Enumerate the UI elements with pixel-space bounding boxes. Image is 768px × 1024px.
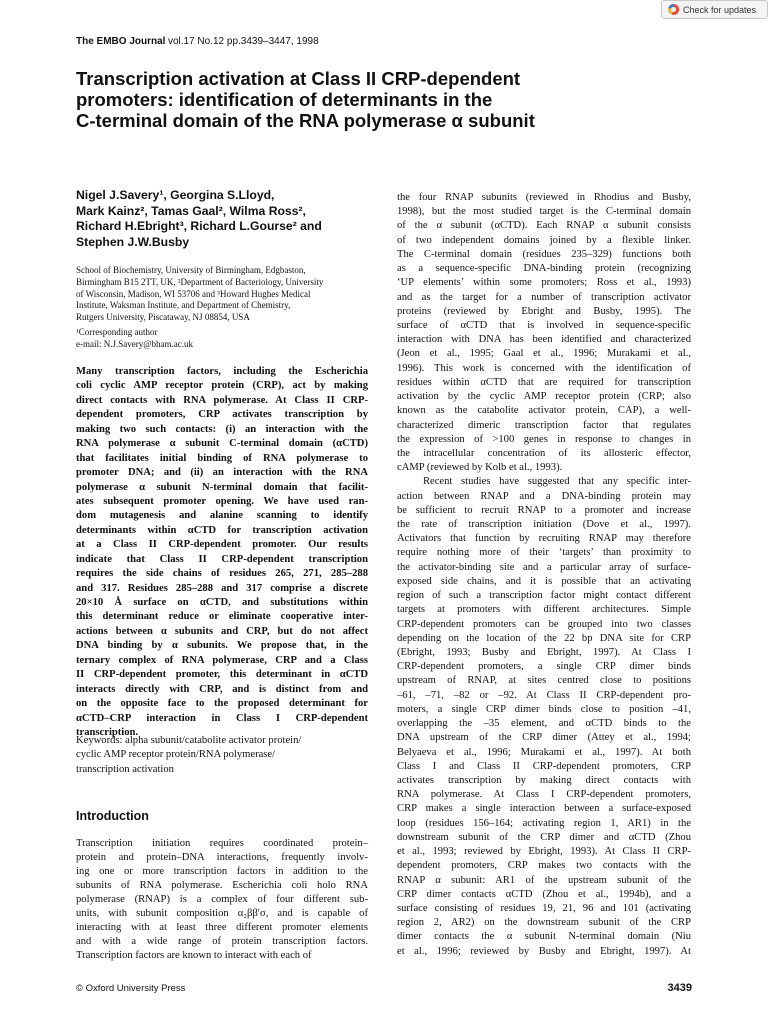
abstract-line: promoter DNA; and (ii) an interaction with the RNA <box>76 467 368 479</box>
body-line: action between RNAP and a DNA-binding protein may <box>397 490 691 502</box>
intro-line: Transcription factors are known to interact with each of <box>76 950 312 962</box>
abstract-line: Many transcription factors, including the Escherichia <box>76 366 368 377</box>
author-line: Mark Kainz², Tamas Gaal², Wilma Ross², <box>76 203 306 218</box>
body-line: activates transcription by making direct contacts with <box>397 774 691 786</box>
body-line: characterized dimeric transcription factor that regulates <box>397 419 691 431</box>
body-line: (Ebright, 1993; Busby and Ebright, 1997). At Class I <box>397 647 691 658</box>
body-line: require nothing more of their ‘targets’ than proximity to <box>397 547 691 559</box>
body-line: et al., 1996; reviewed by Busby and Ebright, 1997). At <box>397 945 691 957</box>
affiliations <box>76 265 376 324</box>
body-line: (Jeon et al., 1995; Gaal et al., 1996; Murakami et al., <box>397 348 691 360</box>
body-line: depending on the location of the 22 bp DNA site for CRP <box>397 632 691 644</box>
intro-line: and with a wide range of protein transcription factors. <box>76 936 368 948</box>
section-heading-introduction: Introduction <box>76 809 149 823</box>
abstract-line: on the opposite face to the proposed determinant for <box>76 698 368 710</box>
body-line: known as the catabolite activator protein, CAP), a well- <box>397 405 691 417</box>
body-line: of the α subunit (αCTD). Each RNAP α subunit consists <box>397 220 691 232</box>
body-line: the intracellular concentration of its allosteric effector, <box>397 447 691 459</box>
body-line: et al., 1993; reviewed by Ebright, 1993). At Class II CRP- <box>397 846 691 858</box>
body-line: CRP-dependent promoters can be grouped into two classes <box>397 618 691 630</box>
body-line: overlapping the –35 element, and αCTD binds to the <box>397 718 691 730</box>
body-line: upstream of RNAP, at sites centred close to positions <box>397 675 691 687</box>
body-line: CRP-dependent promoters, a single CRP dimer binds <box>397 661 691 673</box>
keyword-line: cyclic AMP receptor protein/RNA polymerase/ <box>76 749 276 761</box>
title-line: promoters: identification of determinants in the <box>76 89 493 110</box>
intro-line: interacting with at least three different promoter elements <box>76 922 368 934</box>
body-line: The C-terminal domain (residues 235–329) functions both <box>397 248 691 260</box>
abstract-line: 20×10 Å surface on αCTD, and substitutions within <box>76 597 368 608</box>
check-for-updates-button[interactable] <box>661 0 768 19</box>
abstract-line: ates subsequent promoter opening. We have used ran- <box>76 495 368 507</box>
body-line: surface of αCTD that is involved in sequence-specific <box>397 319 691 331</box>
body-line: the activator-binding site and a particular array of surface- <box>397 561 691 573</box>
corresponding-author <box>76 327 376 351</box>
affiliation-line: Institute, Waksman Institute, and Department of Chemistry, <box>76 300 291 311</box>
body-line: and as the target for a number of transcription activator <box>397 291 691 303</box>
author-line: Nigel J.Savery¹, Georgina S.Lloyd, <box>76 188 275 202</box>
abstract-line: requires the side chains of residues 265, 271, 285–288 <box>76 568 368 580</box>
abstract-line: at a Class II CRP-dependent promoter. Our results <box>76 539 368 551</box>
journal-citation <box>76 36 319 47</box>
body-line: downstream subunit of the CRP dimer and αCTD (Zhou <box>397 831 691 843</box>
title-line: C-terminal domain of the RNA polymerase α subunit <box>76 110 535 131</box>
body-line: the expression of >100 genes in response to changes in <box>397 433 691 445</box>
body-line: region of such a transcription factor might contact different <box>397 590 691 602</box>
abstract-line: transcription. <box>76 726 139 738</box>
abstract-line: interacts directly with CRP, and is distinct from and <box>76 683 368 695</box>
journal-volume: vol.17 No.12 pp.3439–3447, 1998 <box>167 36 319 47</box>
body-line: residues within αCTD that are required for transcription <box>397 376 691 388</box>
abstract-line: and 317. Residues 285–288 and 317 comprise a discrete <box>76 582 368 594</box>
publisher-footer: © Oxford University Press <box>76 983 186 994</box>
intro-line: Transcription initiation requires coordinated protein– <box>76 838 368 849</box>
abstract-line: ternary complex of RNA polymerase, CRP and a Class <box>76 654 368 666</box>
keyword-line: Keywords: alpha subunit/catabolite activator protein/ <box>76 735 302 746</box>
keyword-line: transcription activation <box>76 763 174 775</box>
title-line: Transcription activation at Class II CRP-dependent <box>76 68 521 89</box>
abstract-line: αCTD–CRP interaction in Class I CRP-dependent <box>76 712 368 724</box>
abstract-line: making two such contacts: (i) an interaction with the <box>76 423 368 435</box>
body-line: RNAP α subunit: AR1 of the upstream subunit of the <box>397 874 691 886</box>
body-line: the four RNAP subunits (reviewed in Rhodius and Busby, <box>397 192 691 203</box>
page-number: 3439 <box>667 982 692 994</box>
body-line: CRP makes a single interaction between a surface-exposed <box>397 803 691 815</box>
affiliation-line: Rutgers University, Piscataway, NJ 08854, USA <box>76 312 250 323</box>
body-line: –61, –71, –82 or –92. At Class II CRP-dependent pro- <box>397 689 691 701</box>
abstract-line: coli cyclic AMP receptor protein (CRP), act by making <box>76 380 368 392</box>
body-line: Recent studies have suggested that any specific inter- <box>397 476 691 488</box>
abstract-line: II CRP-dependent promoter, this determinant in αCTD <box>76 669 368 681</box>
intro-line: protein and protein–DNA interactions, frequently involv- <box>76 852 368 864</box>
corresponding-label: ¹Corresponding author <box>76 327 158 337</box>
intro-line: ing one or more transcription factors in addition to the <box>76 866 368 878</box>
body-line: surface consisting of residues 19, 21, 96 and 101 (activating <box>397 902 691 914</box>
body-line: targets at promoters with different architectures. Simple <box>397 604 691 616</box>
abstract-line: polymerase α subunit N-terminal domain that facilit- <box>76 481 368 493</box>
crossmark-icon <box>668 4 679 15</box>
body-line: cAMP (reviewed by Kolb et al., 1993). <box>397 462 563 474</box>
body-line: 1998), but the most studied target is the C-terminal domain <box>397 206 691 218</box>
abstract-line: direct contacts with RNA polymerase. At Class II CRP- <box>76 394 368 406</box>
abstract-line: determinants within αCTD for transcription activation <box>76 524 368 536</box>
body-line: CRP dimer contacts αCTD (Zhou et al., 1994b), and a <box>397 888 691 900</box>
intro-line: polymerase (RNAP) is a complex of four different sub- <box>76 894 368 906</box>
check-for-updates-label: Check for updates <box>683 4 757 15</box>
body-line: proteins (reviewed by Ebright and Busby, 1995). The <box>397 305 691 317</box>
body-line: dependent promoters, CRP makes two contacts with the <box>397 860 691 872</box>
body-line: of two independent domains joined by a flexible linker. <box>397 234 691 246</box>
abstract-line: actions between α subunits and CRP, but do not affect <box>76 625 368 637</box>
body-line: RNA polymerase. At Class I CRP-dependent promoters, <box>397 789 691 801</box>
body-line: dimer contacts the α subunit N-terminal domain (Niu <box>397 931 691 943</box>
keywords <box>76 734 368 777</box>
body-line: as a sequence-specific DNA-binding protein (recognizing <box>397 263 691 275</box>
author-list <box>76 188 376 250</box>
article-title <box>76 68 636 131</box>
body-line: DNA upstream of the CRP dimer (Attey et al., 1994; <box>397 732 691 744</box>
body-line: loop (residues 156–164; activating region 1, AR1) in the <box>397 817 691 829</box>
affiliation-line: of Wisconsin, Madison, WI 53706 and ³Howard Hughes Medical <box>76 288 311 299</box>
body-line: moters, a single CRP dimer binds close to position –41, <box>397 703 691 715</box>
right-column-text <box>397 191 691 959</box>
body-line: interaction with DNA has been identified and characterized <box>397 334 691 346</box>
abstract-line: dom mutagenesis and alanine scanning to identify <box>76 510 368 522</box>
abstract-line: that facilitates initial binding of RNA polymerase to <box>76 452 368 464</box>
body-line: 1996). This work is concerned with the identification of <box>397 362 691 374</box>
author-line: Richard H.Ebright³, Richard L.Gourse² and <box>76 219 322 233</box>
body-line: Class I and Class II CRP-dependent promoters, CRP <box>397 760 691 772</box>
body-line: Belyaeva et al., 1996; Murakami et al., 1997). At both <box>397 746 691 758</box>
body-line: ‘UP elements’ within some promoters; Ross et al., 1993) <box>397 277 691 289</box>
journal-name: The EMBO Journal <box>76 36 166 47</box>
intro-line: units, with subunit composition α₂ββ′σ, and is capable of <box>76 908 368 920</box>
body-line: the rate of transcription initiation (Dove et al., 1997). <box>397 519 691 531</box>
intro-line: subunits of RNA polymerase. Escherichia coli holo RNA <box>76 880 368 892</box>
body-line: Activators that function by recruiting RNAP may therefore <box>397 533 691 545</box>
affiliation-line: Birmingham B15 2TT, UK, ²Department of Bacteriology, University <box>76 276 324 287</box>
affiliation-line: School of Biochemistry, University of Birmingham, Edgbaston, <box>76 265 306 275</box>
abstract-line: RNA polymerase α subunit C-terminal domain (αCTD) <box>76 438 368 450</box>
author-line: Stephen J.W.Busby <box>76 234 190 249</box>
body-line: activation by the cyclic AMP receptor protein (CRP; also <box>397 391 691 403</box>
abstract-line: DNA binding by α subunits. We propose that, in the <box>76 640 368 652</box>
introduction-text <box>76 837 368 963</box>
abstract-line: indicate that Class II CRP-dependent transcription <box>76 553 368 565</box>
abstract-line: this determinant reduce or eliminate cooperative inter- <box>76 611 368 623</box>
abstract <box>76 365 368 740</box>
body-line: be sufficient to recruit RNAP to a promoter and increase <box>397 504 691 516</box>
abstract-line: dependent promoters, CRP activates transcription by <box>76 409 368 421</box>
body-line: region 2, AR2) on the downstream subunit of the CRP <box>397 917 691 929</box>
body-line: exposed side chains, and it is possible that an activating <box>397 575 691 587</box>
corresponding-email[interactable]: e-mail: N.J.Savery@bham.ac.uk <box>76 338 194 349</box>
